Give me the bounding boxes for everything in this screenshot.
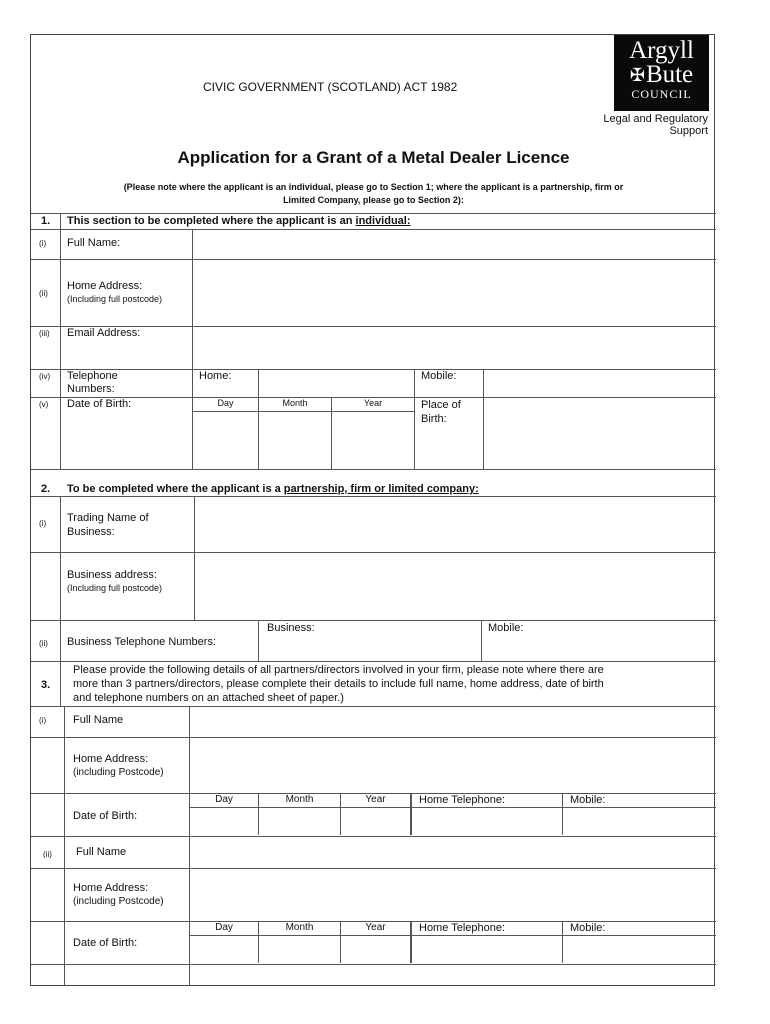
mobile-label: Mobile:	[421, 370, 457, 382]
section-3-number: 3.	[41, 679, 51, 691]
row-number: (iv)	[39, 372, 51, 381]
partner-2-home-telephone-field[interactable]	[413, 936, 562, 963]
telephone-label	[67, 370, 118, 396]
instruction-note	[31, 181, 716, 207]
home-address-field[interactable]	[193, 260, 715, 325]
act-title: CIVIC GOVERNMENT (SCOTLAND) ACT 1982	[203, 80, 458, 94]
partner-2-home-telephone-label: Home Telephone:	[419, 922, 506, 934]
cross-icon: ✠	[629, 65, 645, 85]
row-number: (ii)	[39, 639, 48, 648]
logo-line-bute: Bute	[645, 61, 694, 88]
dob-day-header: Day	[217, 398, 234, 408]
section-1-number: 1.	[41, 215, 51, 227]
partner-2-full-name-label: Full Name	[76, 846, 127, 858]
telephone-label-line-1: Telephone	[67, 370, 118, 382]
section-3-instructions-line-3: and telephone numbers on an attached sheet of paper.)	[73, 692, 344, 704]
dob-day-field[interactable]	[193, 412, 258, 468]
trading-name-field[interactable]	[195, 497, 715, 551]
section-3-instructions-line-2: more than 3 partners/directors, please complete their details to include full name, home address, date of birth	[73, 678, 604, 690]
partner-2-full-name-field[interactable]	[190, 837, 715, 867]
partner-2-dob-year-header: Year	[365, 922, 386, 933]
full-name-label: Full Name:	[67, 237, 121, 249]
partner-1-dob-month-field[interactable]	[259, 808, 340, 835]
row-number: (i)	[39, 239, 47, 248]
section-3-instructions-line-1: Please provide the following details of all partners/directors involved in your firm, please note where there are	[73, 664, 604, 676]
partner-1-home-telephone-field[interactable]	[413, 808, 562, 835]
partner-1-home-address-note: (including Postcode)	[73, 767, 164, 778]
logo-line-council: COUNCIL	[631, 87, 692, 101]
trading-name-label	[67, 511, 149, 539]
department-line-1: Legal and Regulatory	[603, 113, 708, 125]
row-number: (v)	[39, 400, 49, 409]
partner-2-dob-label: Date of Birth:	[73, 937, 138, 949]
email-field[interactable]	[193, 327, 715, 368]
partner-2-dob-day-field[interactable]	[190, 936, 258, 963]
partner-2-home-address-label: Home Address:	[73, 882, 149, 894]
department-name	[603, 113, 708, 137]
business-mobile-field[interactable]	[482, 635, 715, 660]
partner-2-dob-day-header: Day	[215, 922, 233, 933]
partner-1-full-name-label: Full Name	[73, 714, 124, 726]
section-3-instructions	[73, 663, 604, 705]
section-2-heading	[67, 483, 479, 495]
application-form	[30, 34, 715, 986]
section-2-heading-underlined: partnership, firm or limited company:	[283, 483, 479, 495]
dob-year-header: Year	[363, 398, 383, 408]
business-phone-field[interactable]	[259, 635, 480, 660]
instruction-note-line-1: (Please note where the applicant is an individual, please go to Section 1; where the applicant is a partnership, firm or	[123, 182, 624, 192]
partner-1-full-name-field[interactable]	[190, 707, 715, 736]
row-number: (i)	[39, 519, 47, 528]
partner-2-dob-month-header: Month	[285, 922, 314, 933]
partner-1-dob-year-field[interactable]	[341, 808, 410, 835]
council-logo	[614, 35, 709, 111]
trading-name-line-2: Business:	[67, 526, 115, 538]
partner-1-home-address-field[interactable]	[190, 738, 715, 792]
partner-1-dob-day-header: Day	[215, 794, 233, 805]
full-name-field[interactable]	[193, 230, 715, 258]
place-of-birth-label	[421, 398, 461, 426]
mobile-field[interactable]	[484, 370, 715, 396]
business-address-field[interactable]	[195, 553, 715, 619]
continuation-field[interactable]	[190, 965, 715, 985]
place-of-birth-line-1: Place of	[421, 399, 461, 411]
row-number: (iii)	[39, 329, 50, 338]
section-1-heading-underlined: individual:	[355, 215, 411, 227]
business-mobile-label: Mobile:	[488, 622, 524, 634]
partner-1-home-telephone-label: Home Telephone:	[419, 794, 506, 806]
email-label: Email Address:	[67, 327, 141, 339]
home-address-note: (Including full postcode)	[67, 294, 163, 304]
partner-1-dob-month-header: Month	[285, 794, 314, 805]
trading-name-line-1: Trading Name of	[67, 512, 149, 524]
partner-2-dob-year-field[interactable]	[341, 936, 410, 963]
business-address-note: (Including full postcode)	[67, 583, 163, 593]
logo-line-argyll: Argyll	[629, 37, 694, 64]
partner-1-dob-year-header: Year	[365, 794, 386, 805]
dob-label: Date of Birth:	[67, 398, 132, 410]
row-number: (ii)	[39, 289, 48, 298]
section-2-number: 2.	[41, 483, 51, 495]
dob-month-field[interactable]	[259, 412, 331, 468]
business-phone-label: Business:	[267, 622, 315, 634]
business-telephone-label: Business Telephone Numbers:	[67, 636, 216, 648]
form-title: Application for a Grant of a Metal Dealer Licence	[177, 148, 570, 167]
business-address-label: Business address:	[67, 569, 157, 581]
home-address-label: Home Address:	[67, 280, 143, 292]
section-1-heading-text: This section to be completed where the applicant is an	[67, 215, 356, 227]
home-phone-field[interactable]	[259, 370, 413, 396]
home-phone-label: Home:	[199, 370, 232, 382]
dob-month-header: Month	[282, 398, 308, 408]
place-of-birth-line-2: Birth:	[421, 413, 447, 425]
partner-2-dob-month-field[interactable]	[259, 936, 340, 963]
place-of-birth-field[interactable]	[484, 398, 715, 468]
partner-1-dob-label: Date of Birth:	[73, 810, 138, 822]
section-1-heading	[67, 215, 411, 227]
partner-1-dob-day-field[interactable]	[190, 808, 258, 835]
partner-2-home-address-note: (including Postcode)	[73, 896, 164, 907]
section-2-heading-text: To be completed where the applicant is a	[67, 483, 284, 495]
partner-2-home-address-field[interactable]	[190, 869, 715, 920]
partner-1-mobile-label: Mobile:	[570, 794, 606, 806]
telephone-label-line-2: Numbers:	[67, 383, 115, 395]
instruction-note-line-2: Limited Company, please go to Section 2):	[283, 195, 464, 205]
department-line-2: Support	[669, 125, 708, 137]
row-number: (i)	[39, 716, 47, 725]
partner-2-mobile-label: Mobile:	[570, 922, 606, 934]
partner-1-home-address-label: Home Address:	[73, 753, 149, 765]
row-number: (ii)	[43, 850, 52, 859]
partner-2-mobile-field[interactable]	[563, 936, 715, 963]
dob-year-field[interactable]	[332, 412, 414, 468]
partner-1-mobile-field[interactable]	[563, 808, 715, 835]
